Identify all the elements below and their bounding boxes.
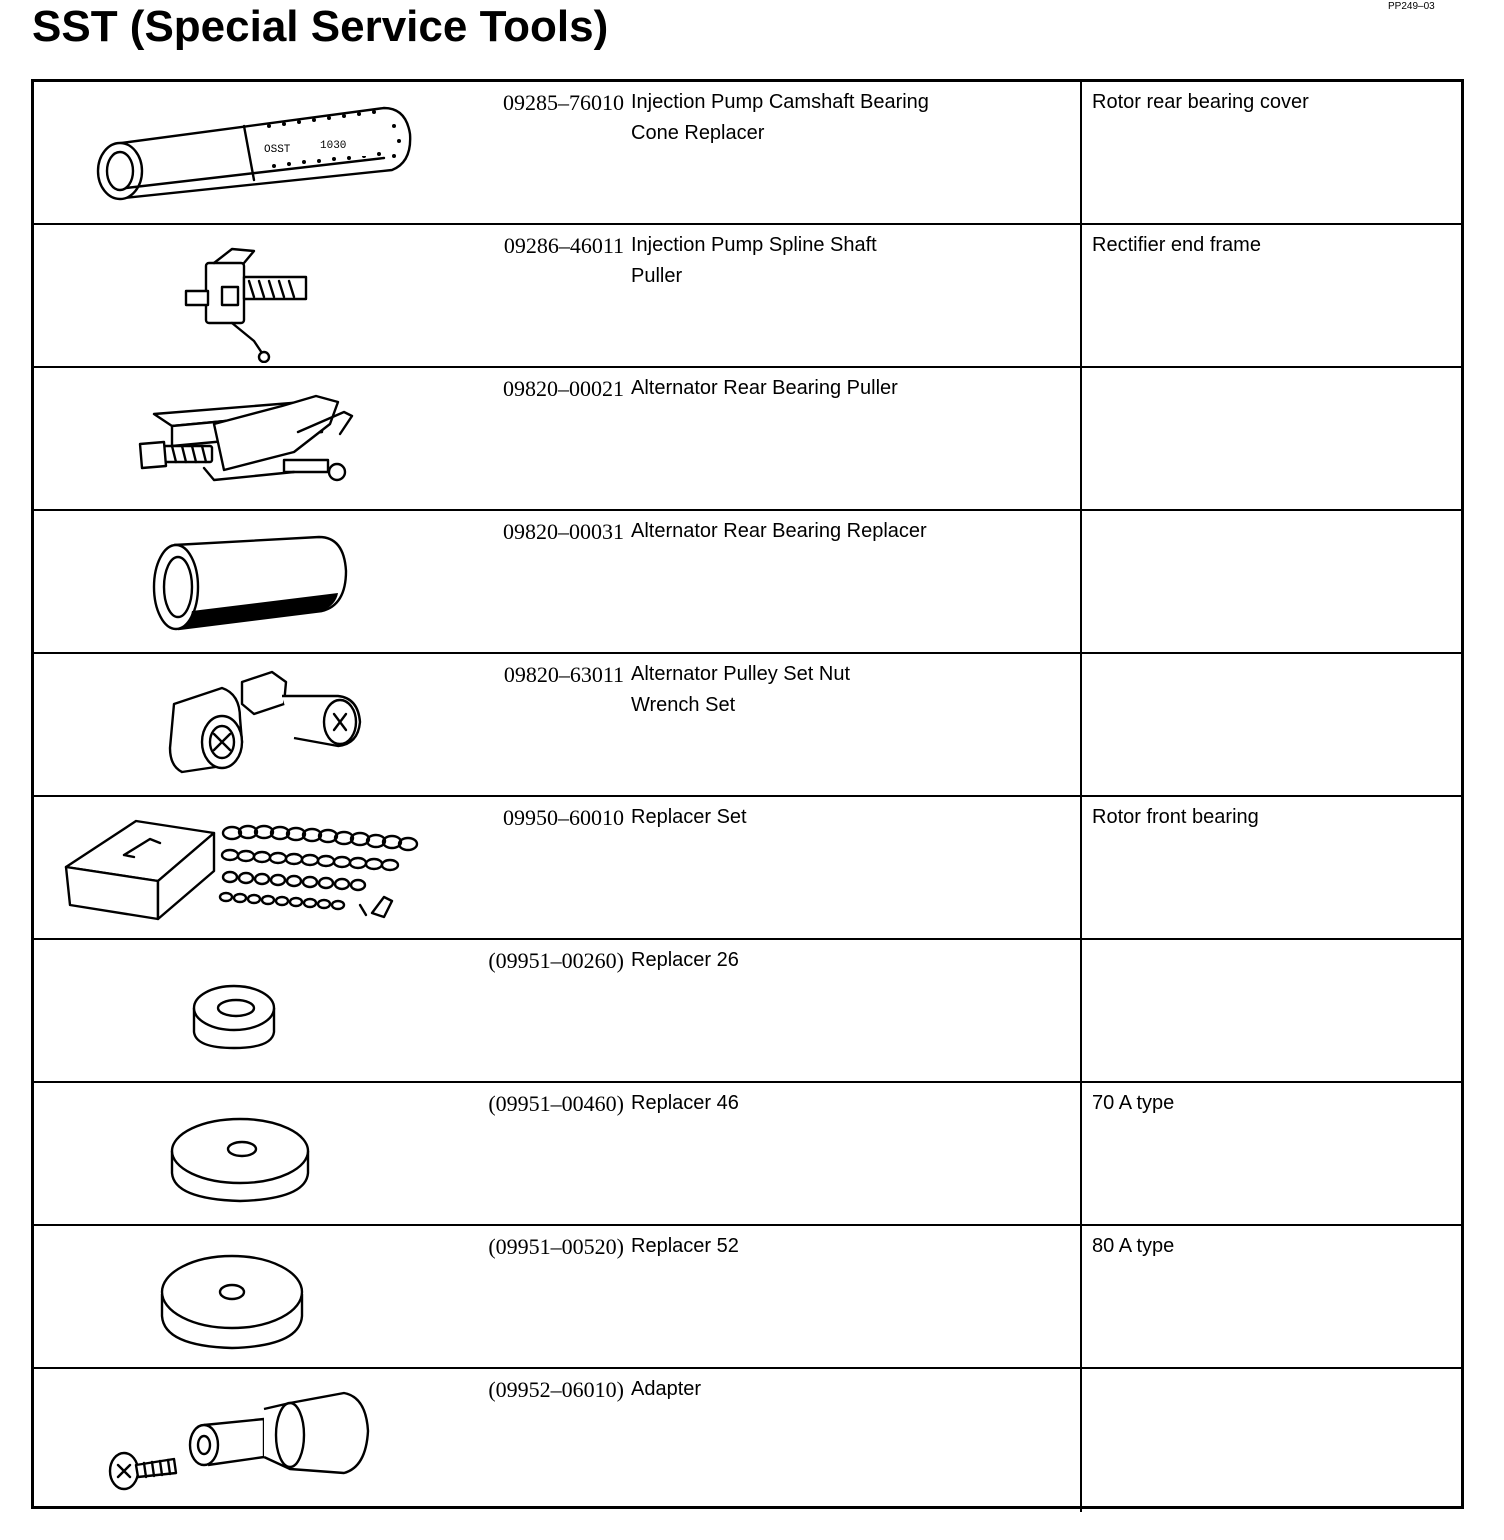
tool-name-line1: Replacer Set bbox=[631, 806, 747, 828]
column-divider bbox=[1080, 225, 1082, 366]
table-row bbox=[34, 225, 1461, 368]
column-divider bbox=[1080, 797, 1082, 938]
tool-note: 70 A type bbox=[1092, 1092, 1175, 1114]
tool-note: Rotor front bearing bbox=[1092, 806, 1259, 828]
part-number: 09820–00031 bbox=[503, 519, 624, 544]
tool-name-line1: Replacer 46 bbox=[631, 1092, 739, 1114]
column-divider bbox=[1080, 82, 1082, 223]
column-divider bbox=[1080, 654, 1082, 795]
column-divider bbox=[1080, 1369, 1082, 1512]
tool-name-line2: Puller bbox=[631, 265, 683, 287]
sleeve-replacer-icon bbox=[54, 86, 434, 220]
table-row bbox=[34, 1369, 1461, 1512]
tool-name-line1: Injection Pump Camshaft Bearing bbox=[631, 91, 929, 113]
tool-name bbox=[631, 373, 1071, 404]
table-row bbox=[34, 82, 1461, 225]
tool-name bbox=[631, 659, 1071, 721]
tool-name bbox=[631, 230, 1071, 292]
table-row bbox=[34, 654, 1461, 797]
imprint-left: OSST bbox=[264, 144, 291, 156]
tool-note: Rotor rear bearing cover bbox=[1092, 91, 1309, 113]
table-row bbox=[34, 511, 1461, 654]
table-row bbox=[34, 797, 1461, 940]
column-divider bbox=[1080, 1083, 1082, 1224]
part-number: (09952–06010) bbox=[488, 1377, 624, 1402]
replacer-set-case-icon bbox=[54, 801, 434, 935]
part-number: 09950–60010 bbox=[503, 805, 624, 830]
tool-name-line1: Alternator Rear Bearing Puller bbox=[631, 377, 898, 399]
tool-name-line1: Replacer 26 bbox=[631, 949, 739, 971]
tools-table bbox=[31, 79, 1464, 1509]
adapter-screw-icon bbox=[54, 1373, 434, 1507]
tool-name-line1: Adapter bbox=[631, 1378, 702, 1400]
tool-name-line1: Injection Pump Spline Shaft bbox=[631, 234, 877, 256]
table-row bbox=[34, 940, 1461, 1083]
tool-name bbox=[631, 802, 1071, 833]
part-number: (09951–00460) bbox=[488, 1091, 624, 1116]
tool-name-line2: Cone Replacer bbox=[631, 122, 765, 144]
tool-name bbox=[631, 1231, 1071, 1262]
column-divider bbox=[1080, 1226, 1082, 1367]
tool-note: 80 A type bbox=[1092, 1235, 1175, 1257]
disc-large-icon bbox=[54, 1230, 434, 1364]
tool-name bbox=[631, 945, 1071, 976]
tool-name-line1: Alternator Rear Bearing Replacer bbox=[631, 520, 927, 542]
disc-medium-icon bbox=[54, 1087, 434, 1221]
column-divider bbox=[1080, 368, 1082, 509]
table-row bbox=[34, 1083, 1461, 1226]
part-number: 09820–63011 bbox=[503, 662, 624, 687]
imprint-right: 1030 bbox=[320, 140, 347, 152]
tool-name-line2: Wrench Set bbox=[631, 694, 736, 716]
tool-name bbox=[631, 1088, 1071, 1119]
wrench-set-icon bbox=[54, 658, 434, 792]
tool-name bbox=[631, 516, 1071, 547]
part-number: 09286–46011 bbox=[503, 233, 624, 258]
spline-puller-icon bbox=[54, 229, 434, 363]
tool-name-line1: Alternator Pulley Set Nut bbox=[631, 663, 850, 685]
bearing-puller-icon bbox=[54, 372, 434, 506]
tool-name bbox=[631, 87, 1071, 149]
column-divider bbox=[1080, 940, 1082, 1081]
table-row bbox=[34, 368, 1461, 511]
tool-note: Rectifier end frame bbox=[1092, 234, 1261, 256]
part-number: (09951–00520) bbox=[488, 1234, 624, 1259]
tool-name bbox=[631, 1374, 1071, 1405]
tool-name-line1: Replacer 52 bbox=[631, 1235, 739, 1257]
page-title: SST (Special Service Tools) bbox=[32, 2, 609, 51]
document-code: PP249–03 bbox=[1388, 1, 1435, 12]
part-number: 09285–76010 bbox=[503, 90, 624, 115]
part-number: (09951–00260) bbox=[488, 948, 624, 973]
part-number: 09820–00021 bbox=[503, 376, 624, 401]
column-divider bbox=[1080, 511, 1082, 652]
ring-small-icon bbox=[54, 944, 434, 1078]
cylinder-replacer-icon bbox=[54, 515, 434, 649]
table-row bbox=[34, 1226, 1461, 1369]
